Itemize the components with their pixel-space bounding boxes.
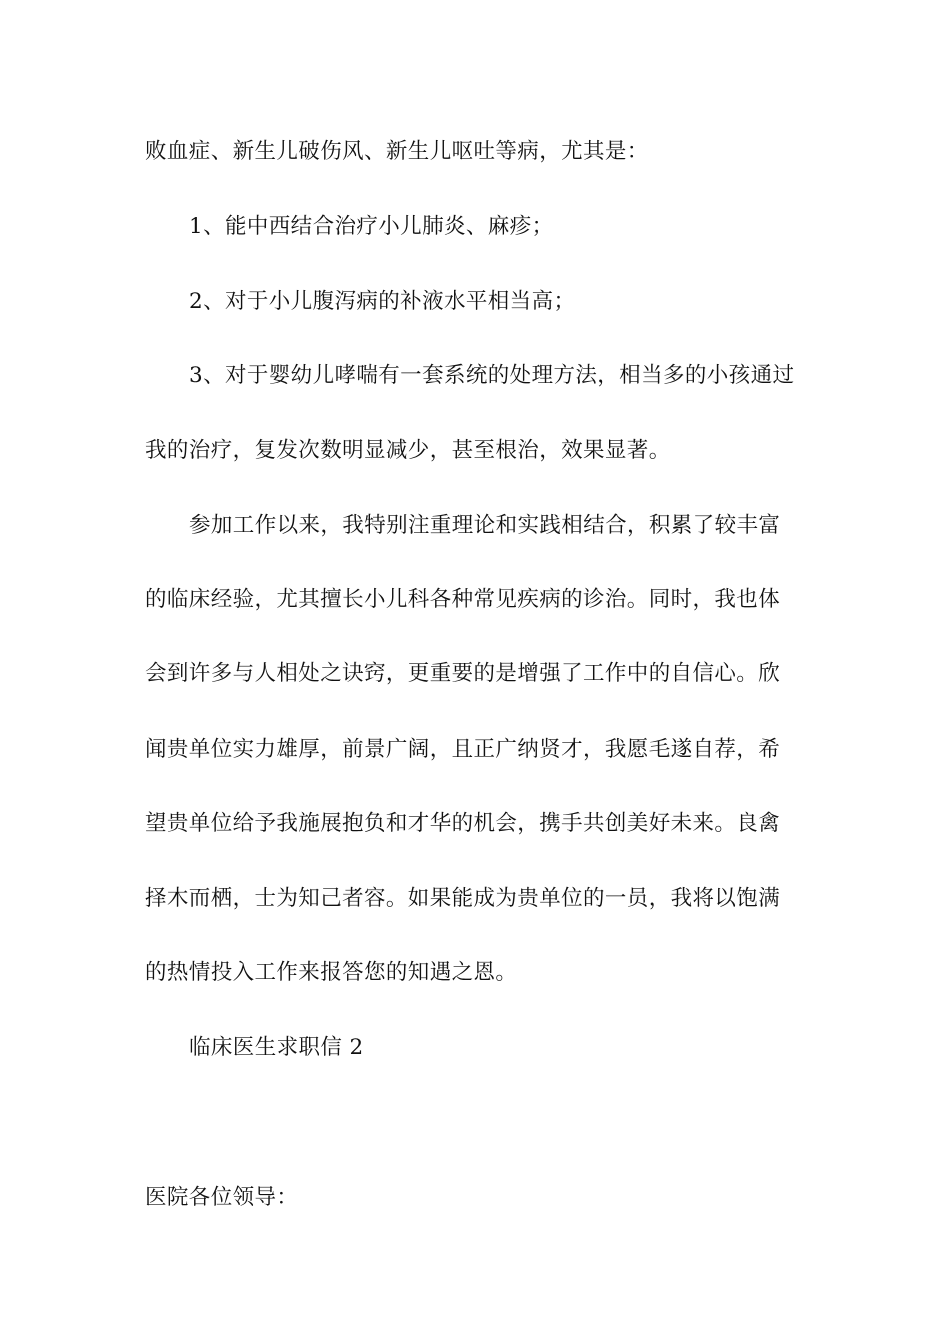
list-item: 1、能中西结合治疗小儿肺炎、麻疹； [189,214,554,239]
paragraph-line: 的临床经验，尤其擅长小儿科各种常见疾病的诊治。同时，我也体 [145,587,781,612]
paragraph-line: 望贵单位给予我施展抱负和才华的机会，携手共创美好未来。良禽 [145,811,781,836]
paragraph-line: 的热情投入工作来报答您的知遇之恩。 [145,960,518,985]
salutation: 医院各位领导： [145,1185,299,1210]
text-line: 我的治疗，复发次数明显减少，甚至根治，效果显著。 [145,438,671,463]
paragraph-line: 择木而栖，士为知己者容。如果能成为贵单位的一员，我将以饱满 [145,886,781,911]
list-item: 3、对于婴幼儿哮喘有一套系统的处理方法，相当多的小孩通过 [189,363,795,388]
text-line: 败血症、新生儿破伤风、新生儿呕吐等病，尤其是： [145,139,649,164]
paragraph-line: 闻贵单位实力雄厚，前景广阔，且正广纳贤才，我愿毛遂自荐，希 [145,737,781,762]
list-item: 2、对于小儿腹泻病的补液水平相当高； [189,289,576,314]
section-heading: 临床医生求职信 2 [189,1035,364,1060]
paragraph-line: 参加工作以来，我特别注重理论和实践相结合，积累了较丰富 [189,513,781,538]
paragraph-line: 会到许多与人相处之诀窍，更重要的是增强了工作中的自信心。欣 [145,661,781,686]
